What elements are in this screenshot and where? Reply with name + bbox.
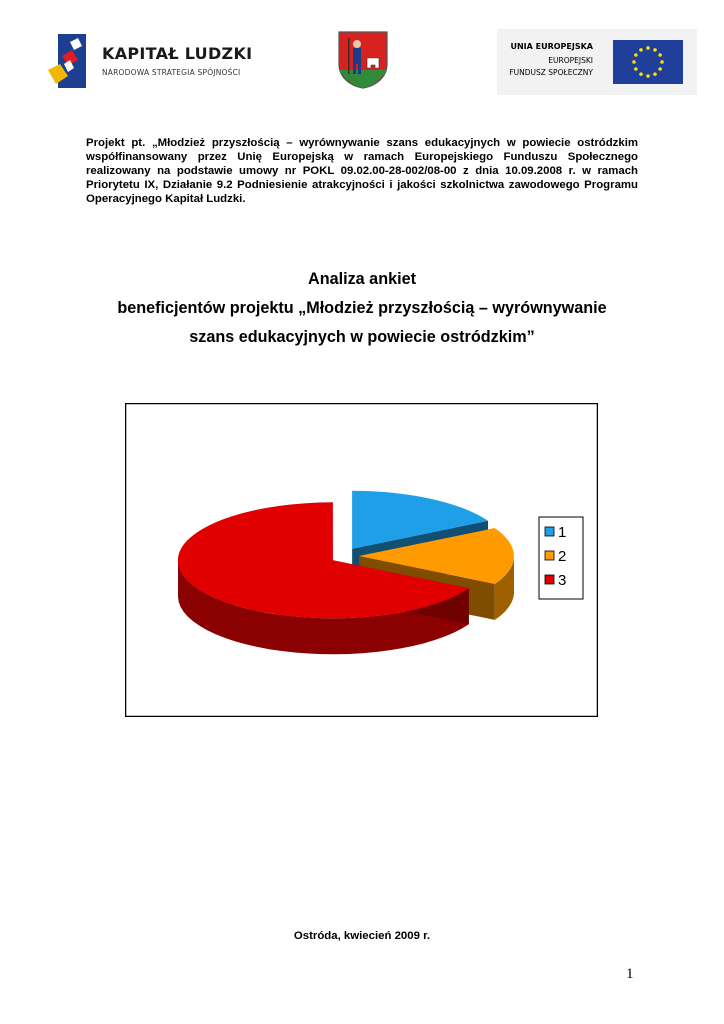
document-title-line-1: Analiza ankiet [308, 270, 416, 288]
ostroda-coat-of-arms-icon [337, 30, 389, 90]
page-number: 1 [626, 966, 634, 982]
chart-legend [539, 517, 583, 599]
eu-flag-icon [613, 40, 683, 84]
place-and-date: Ostróda, kwiecień 2009 r. [293, 930, 431, 942]
kapital-ludzki-title: KAPITAŁ LUDZKI [102, 44, 253, 63]
kapital-ludzki-subtitle: NARODOWA STRATEGIA SPÓJNOŚCI [102, 68, 241, 77]
document-title-line-2: beneficjentów projektu „Młodzież przyszłością – wyrównywanie [117, 299, 607, 317]
kapital-ludzki-stars-icon [48, 30, 92, 92]
survey-pie-chart [125, 403, 598, 717]
legend-label-3: 3 [558, 572, 567, 589]
project-description: Projekt pt. „Młodzież przyszłością – wyrównywanie szans edukacyjnych w powiecie ostródzkim współfinansowany przez Unię Europejską w ramach Europejskiego Funduszu Społecznego realizowany na podstawie umowy nr POKL 09.02.00-28-002/08-00 z dnia 10.09.2008 r. w ramach Priorytetu IX, Działanie 9.2 Podniesienie atrakcyjności i jakości szkolnictwa zawodowego Programu Operacyjnego Kapitał Ludzki. [86, 137, 638, 205]
ostroda-coat-of-arms-logo [337, 30, 389, 90]
legend-swatch-1 [545, 527, 554, 536]
legend-label-2: 2 [558, 548, 567, 565]
kapital-ludzki-logo [48, 30, 258, 92]
pie-chart-canvas [125, 403, 598, 717]
eu-logo-line2: EUROPEJSKI [548, 56, 593, 65]
legend-label-1: 1 [558, 524, 567, 541]
eu-logo-line3: FUNDUSZ SPOŁECZNY [509, 68, 593, 77]
document-title-line-3: szans edukacyjnych w powiecie ostródzkim” [189, 328, 535, 346]
legend-swatch-3 [545, 575, 554, 584]
legend-swatch-2 [545, 551, 554, 560]
european-union-efs-logo [497, 29, 697, 95]
eu-logo-line1: UNIA EUROPEJSKA [510, 42, 593, 51]
